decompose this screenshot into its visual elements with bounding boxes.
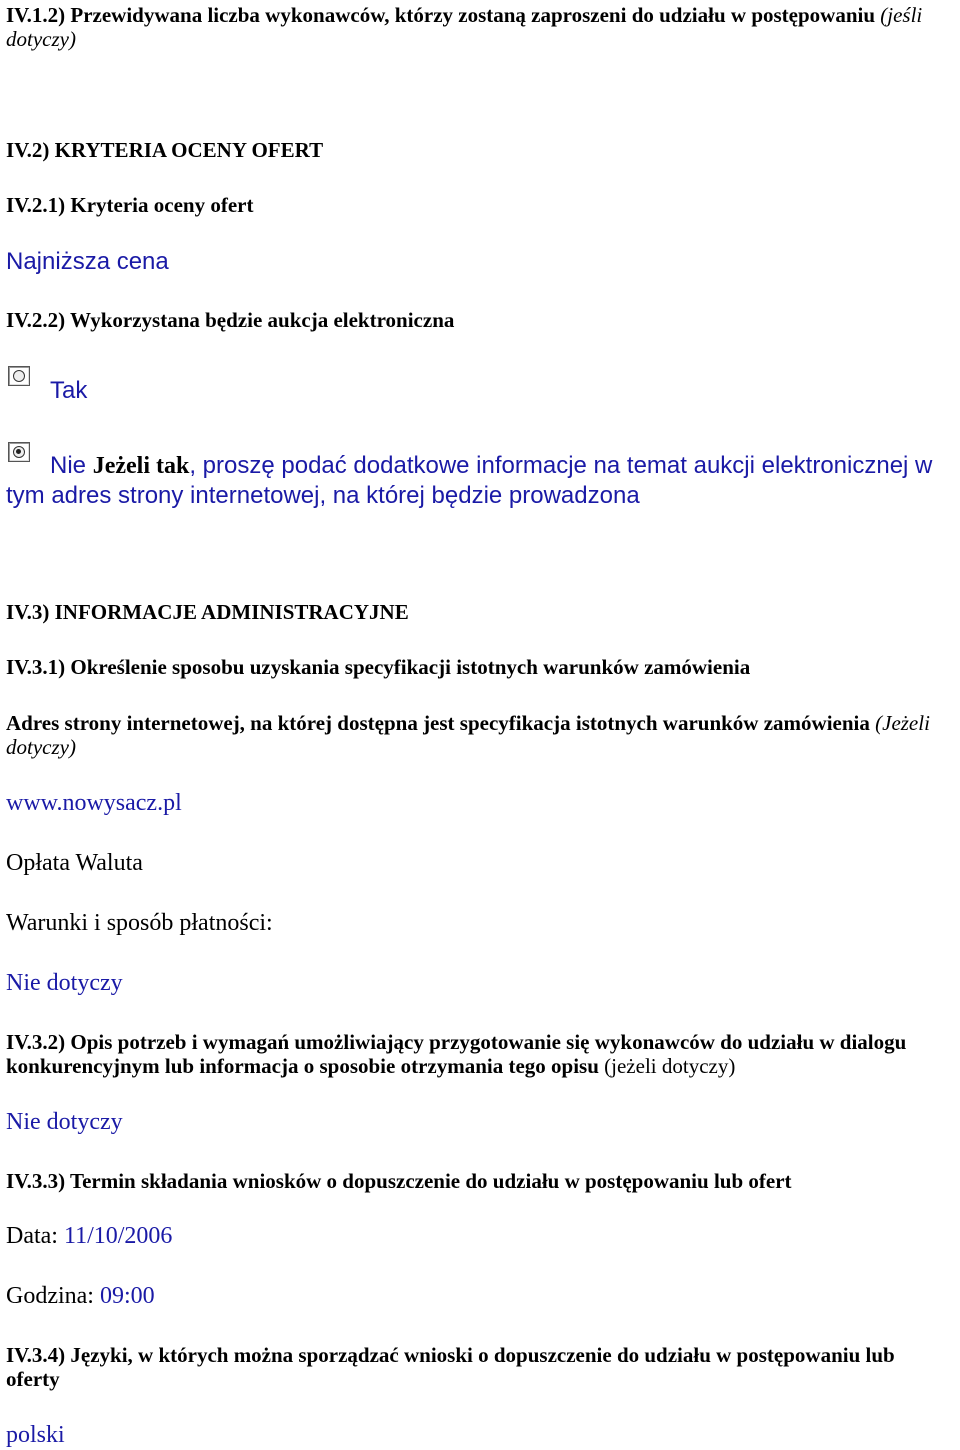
- payment-value: Nie dotyczy: [6, 970, 123, 996]
- section-iv-3-4-title-continued: oferty: [6, 1367, 60, 1391]
- section-iv-1-2-note: (jeśli: [880, 3, 923, 27]
- radio-circle-icon: [13, 370, 25, 382]
- time-value: 09:00: [99, 1283, 155, 1309]
- criteria-value: Najniższa cena: [6, 248, 169, 275]
- section-iv-3-2-note: (jeżeli dotyczy): [604, 1054, 736, 1078]
- radio-unselected-icon[interactable]: [8, 366, 30, 386]
- address-heading: [6, 710, 930, 736]
- time-row: [6, 1281, 155, 1311]
- section-iv-3-2-title-line2: konkurencyjnym lub informacja o sposobie otrzymania tego opisu: [6, 1054, 599, 1078]
- radio-dot-icon: [16, 449, 21, 454]
- section-iv-3-3-title: IV.3.3) Termin składania wniosków o dopuszczenie do udziału w postępowaniu lub ofert: [6, 1169, 792, 1193]
- section-iv-2-1-title: IV.2.1) Kryteria oceny ofert: [6, 193, 254, 217]
- fee-label: Opłata Waluta: [6, 850, 143, 876]
- section-iv-1-2-heading: [6, 2, 922, 28]
- option-nie-row: [50, 451, 932, 481]
- date-row: [6, 1221, 172, 1251]
- address-note-continued: dotyczy): [6, 735, 76, 759]
- option-tak-label: Tak: [50, 377, 88, 404]
- section-iv-3-1-title: IV.3.1) Określenie sposobu uzyskania specyfikacji istotnych warunków zamówienia: [6, 655, 751, 679]
- section-iv-3-4-title: IV.3.4) Języki, w których można sporządzać wnioski o dopuszczenie do udziału w postępowaniu lub: [6, 1343, 895, 1367]
- payment-label: Warunki i sposób płatności:: [6, 910, 273, 936]
- date-value: 11/10/2006: [63, 1223, 173, 1249]
- address-value-link[interactable]: www.nowysacz.pl: [6, 790, 182, 816]
- section-iv-1-2-note-continued: dotyczy): [6, 27, 76, 51]
- address-note: (Jeżeli: [875, 711, 930, 735]
- section-iv-3-2-title: IV.3.2) Opis potrzeb i wymagań umożliwiający przygotowanie się wykonawców do udziału w dialogu: [6, 1030, 907, 1054]
- date-label: Data:: [6, 1223, 64, 1249]
- address-label: Adres strony internetowej, na której dostępna jest specyfikacja istotnych warunków zamówienia: [6, 711, 870, 735]
- radio-selected-icon[interactable]: [8, 442, 30, 462]
- section-iv-1-2-title: IV.1.2) Przewidywana liczba wykonawców, którzy zostaną zaproszeni do udziału w postępowaniu: [6, 3, 876, 27]
- section-iv-3-title: IV.3) INFORMACJE ADMINISTRACYJNE: [6, 600, 409, 624]
- if-yes-text-continued: tym adres strony internetowej, na której będzie prowadzona: [6, 482, 640, 509]
- section-iv-3-2-value: Nie dotyczy: [6, 1109, 123, 1135]
- section-iv-2-title: IV.2) KRYTERIA OCENY OFERT: [6, 138, 324, 162]
- if-yes-bold-label: Jeżeli tak: [92, 453, 190, 479]
- language-value: polski: [6, 1422, 65, 1448]
- if-yes-text: , proszę podać dodatkowe informacje na temat aukcji elektronicznej w: [189, 452, 933, 479]
- option-nie-label: Nie: [50, 452, 87, 479]
- section-iv-3-2-title-continued: [6, 1053, 735, 1079]
- time-label: Godzina:: [6, 1283, 100, 1309]
- section-iv-2-2-title: IV.2.2) Wykorzystana będzie aukcja elektroniczna: [6, 308, 455, 332]
